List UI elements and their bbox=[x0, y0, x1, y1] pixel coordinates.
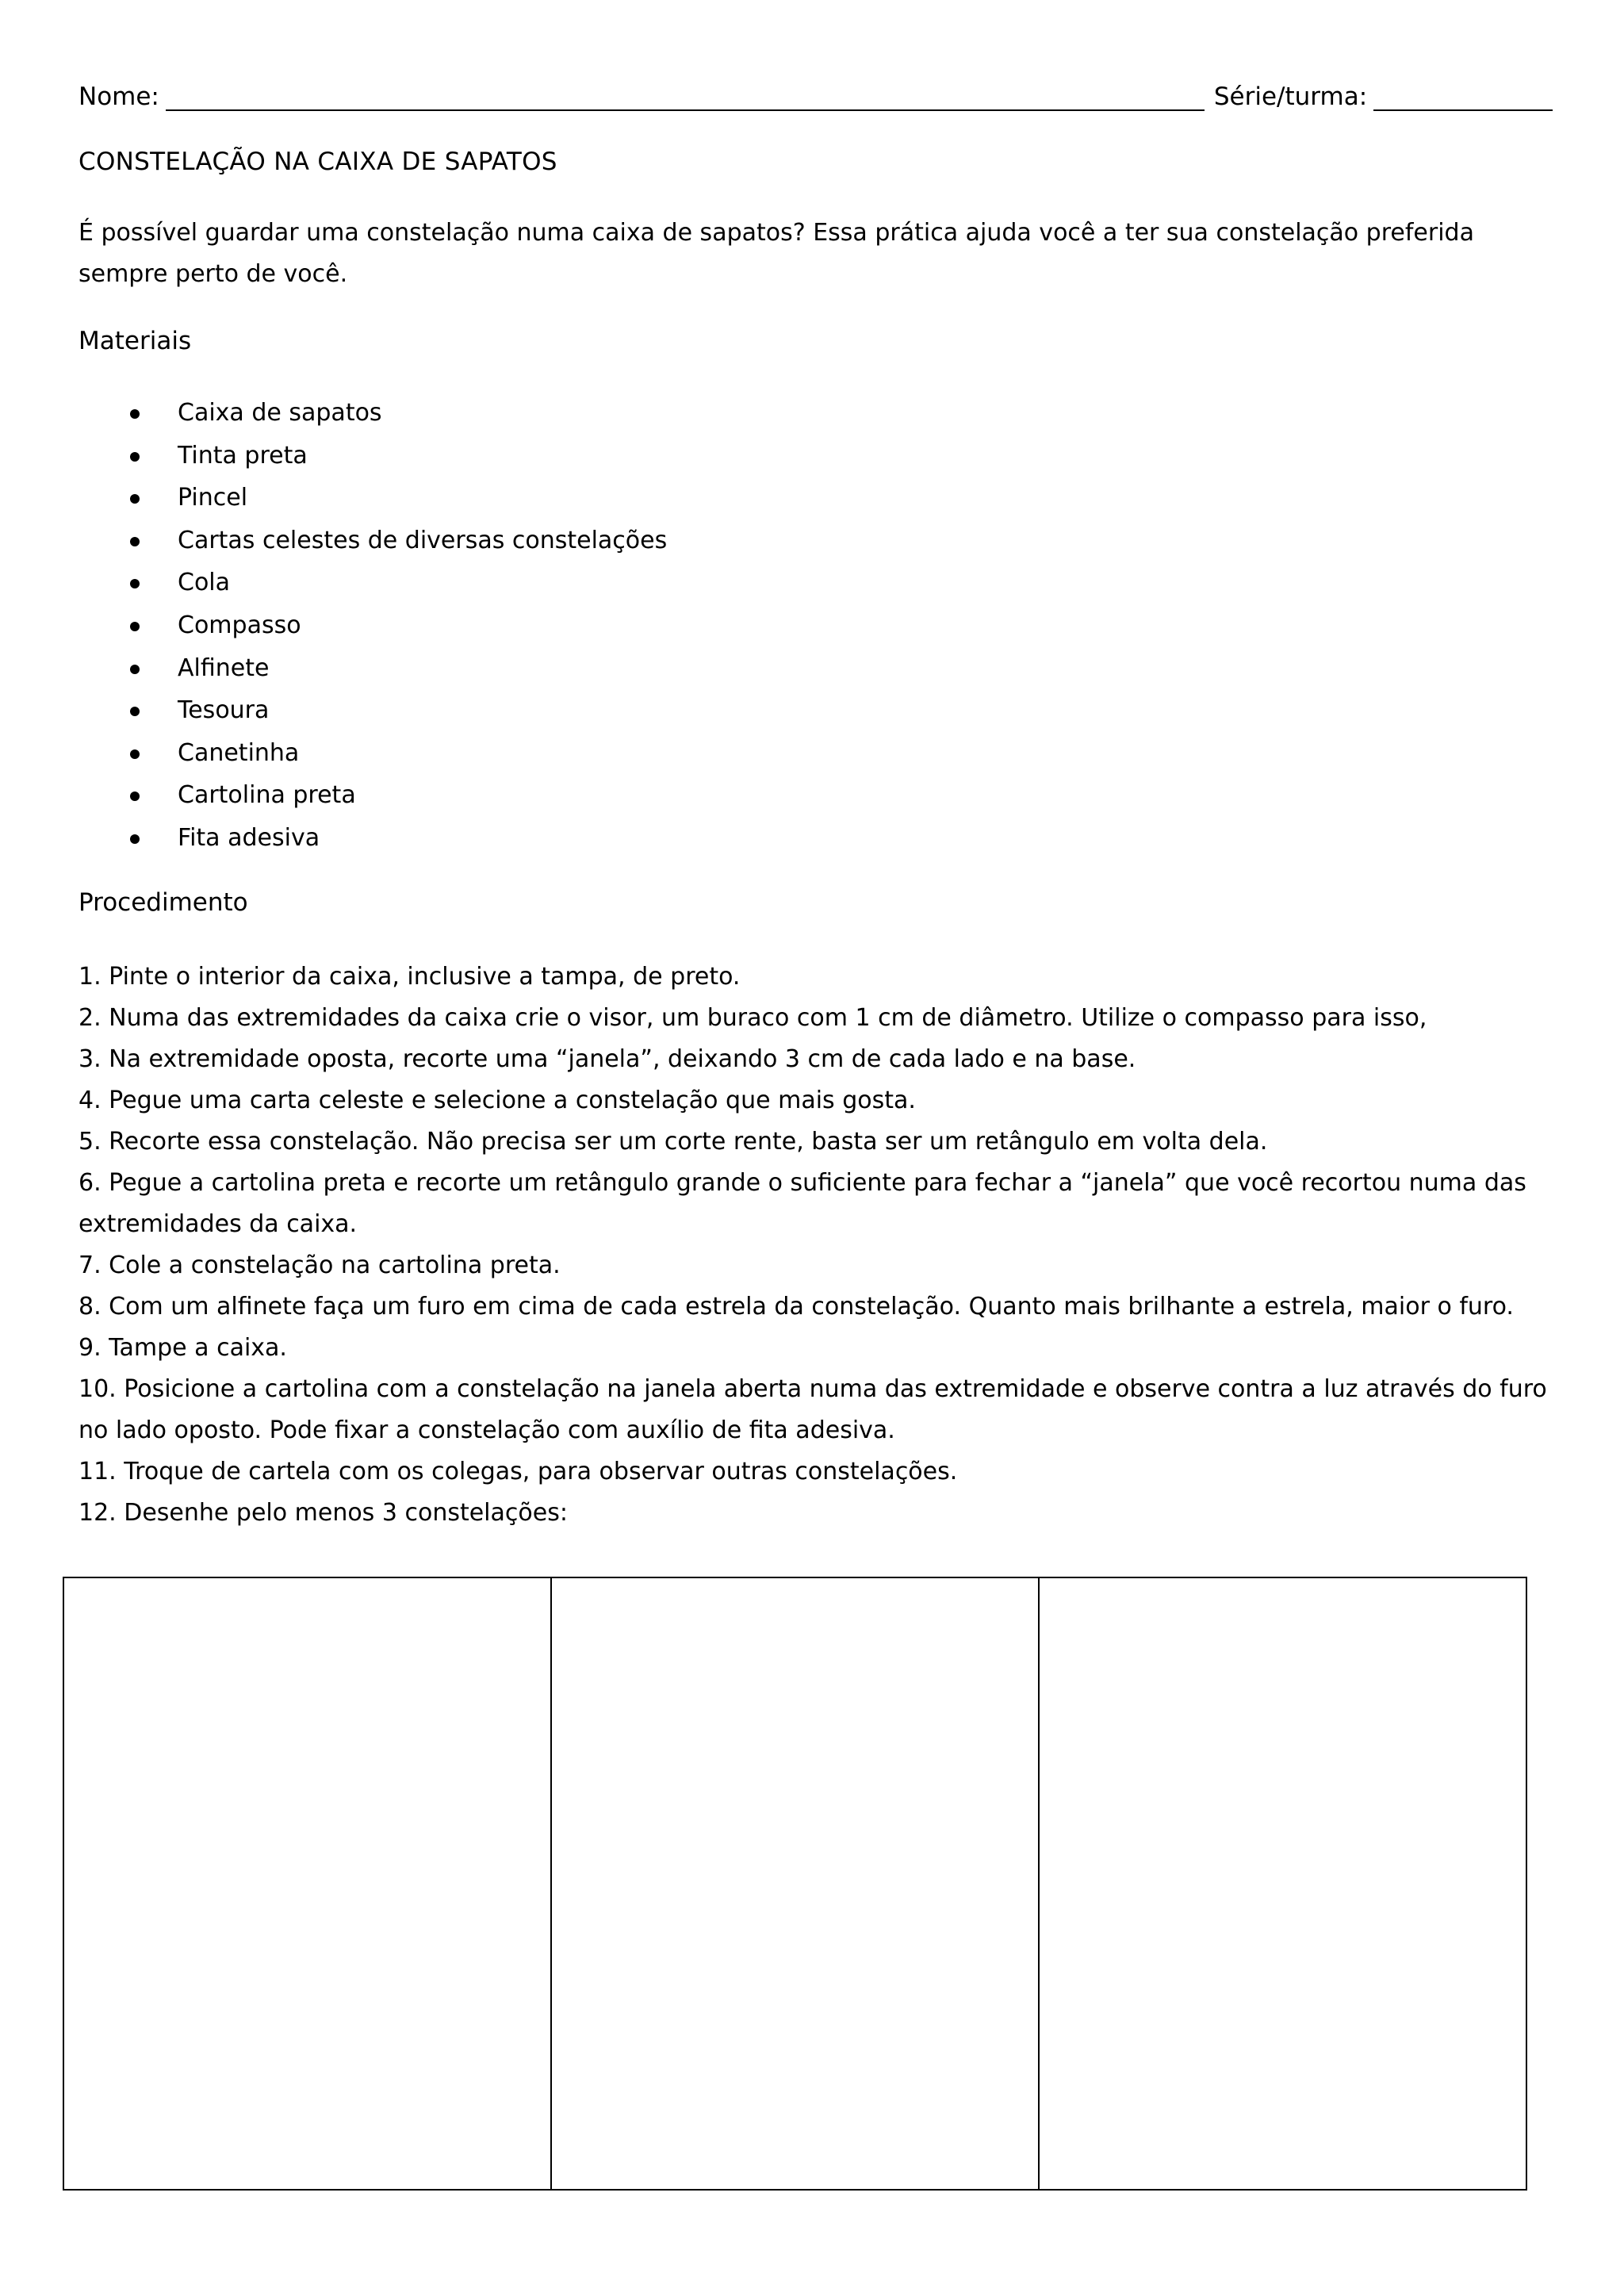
drawing-grid bbox=[63, 1577, 1527, 2191]
procedure-step: 7. Cole a constelação na cartolina preta. bbox=[79, 1251, 561, 1279]
bullet-icon bbox=[130, 537, 140, 546]
list-item bbox=[127, 435, 667, 477]
material-label: Tesoura bbox=[178, 696, 270, 725]
procedure-step: 8. Com um alfinete faça um furo em cima de cada estrela da constelação. Quanto mais brilhante a estrela, maior o furo. bbox=[79, 1293, 1514, 1320]
bullet-icon bbox=[130, 834, 140, 844]
header-row bbox=[79, 76, 1553, 111]
list-item bbox=[127, 392, 667, 435]
material-label: Alfinete bbox=[178, 654, 270, 682]
name-label: Nome: bbox=[79, 82, 159, 111]
material-label: Cartolina preta bbox=[178, 781, 356, 810]
material-label: Pincel bbox=[178, 484, 248, 512]
bullet-icon bbox=[130, 792, 140, 801]
procedure-heading: Procedimento bbox=[79, 888, 248, 917]
material-label: Caixa de sapatos bbox=[178, 399, 382, 427]
materials-list bbox=[127, 392, 667, 860]
list-item bbox=[127, 774, 667, 817]
procedure-step: 10. Posicione a cartolina com a constelação na janela aberta numa das extremidade e observe contra a luz através do furo no lado oposto. Pode fixar a constelação com auxílio de fita adesiva. bbox=[79, 1375, 1547, 1444]
materials-heading: Materiais bbox=[79, 327, 192, 355]
material-label: Compasso bbox=[178, 611, 301, 639]
bullet-icon bbox=[130, 579, 140, 588]
material-label: Cola bbox=[178, 569, 231, 597]
list-item bbox=[127, 732, 667, 775]
material-label: Canetinha bbox=[178, 738, 300, 767]
list-item bbox=[127, 817, 667, 860]
list-item bbox=[127, 604, 667, 647]
serie-blank-line[interactable] bbox=[1373, 86, 1553, 111]
procedure-step: 3. Na extremidade oposta, recorte uma “janela”, deixando 3 cm de cada lado e na base. bbox=[79, 1045, 1136, 1073]
procedure-step: 6. Pegue a cartolina preta e recorte um retângulo grande o suficiente para fechar a “janela” que você recortou numa das extremidades da caixa. bbox=[79, 1169, 1526, 1238]
procedure-step: 4. Pegue uma carta celeste e selecione a constelação que mais gosta. bbox=[79, 1087, 916, 1114]
material-label: Fita adesiva bbox=[178, 823, 320, 852]
bullet-icon bbox=[130, 494, 140, 504]
drawing-box-2[interactable] bbox=[550, 1578, 1038, 2189]
name-blank-line[interactable] bbox=[166, 86, 1205, 111]
bullet-icon bbox=[130, 749, 140, 759]
bullet-icon bbox=[130, 622, 140, 631]
drawing-box-1[interactable] bbox=[64, 1578, 550, 2189]
page-title: CONSTELAÇÃO NA CAIXA DE SAPATOS bbox=[79, 148, 557, 176]
procedure-step: 1. Pinte o interior da caixa, inclusive a tampa, de preto. bbox=[79, 963, 741, 991]
bullet-icon bbox=[130, 707, 140, 716]
list-item bbox=[127, 689, 667, 732]
procedure-step: 12. Desenhe pelo menos 3 constelações: bbox=[79, 1499, 568, 1527]
list-item bbox=[127, 647, 667, 690]
drawing-box-3[interactable] bbox=[1038, 1578, 1526, 2189]
bullet-icon bbox=[130, 409, 140, 419]
serie-label: Série/turma: bbox=[1213, 82, 1368, 111]
procedure-step: 5. Recorte essa constelação. Não precisa ser um corte rente, basta ser um retângulo em volta dela. bbox=[79, 1128, 1268, 1156]
intro-paragraph: É possível guardar uma constelação numa caixa de sapatos? Essa prática ajuda você a ter sua constelação preferida sempre perto de você. bbox=[79, 219, 1474, 288]
bullet-icon bbox=[130, 665, 140, 674]
list-item bbox=[127, 519, 667, 562]
material-label: Tinta preta bbox=[178, 441, 308, 470]
material-label: Cartas celestes de diversas constelações bbox=[178, 526, 668, 554]
bullet-icon bbox=[130, 452, 140, 462]
list-item bbox=[127, 477, 667, 519]
procedure-step: 9. Tampe a caixa. bbox=[79, 1334, 287, 1362]
procedure-steps bbox=[79, 956, 1569, 1534]
list-item bbox=[127, 562, 667, 604]
procedure-step: 2. Numa das extremidades da caixa crie o visor, um buraco com 1 cm de diâmetro. Utilize o compasso para isso, bbox=[79, 1004, 1427, 1032]
procedure-step: 11. Troque de cartela com os colegas, para observar outras constelações. bbox=[79, 1458, 958, 1485]
